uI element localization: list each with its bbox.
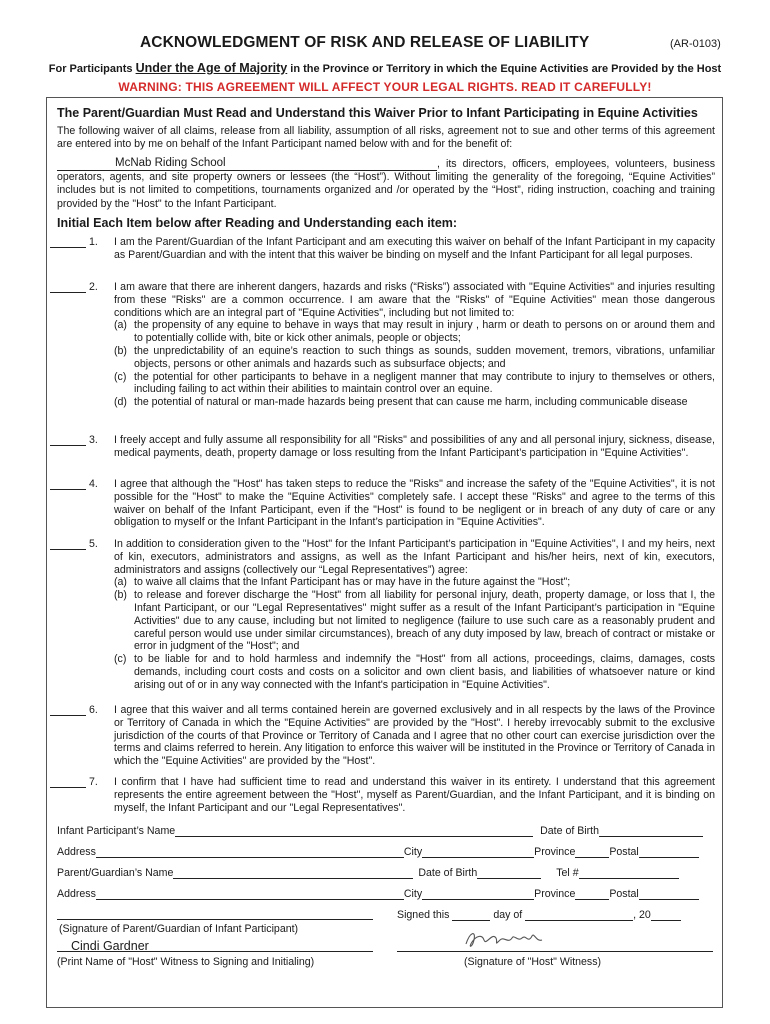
infant-name-field[interactable] [175, 825, 533, 837]
sub-letter: (b) [114, 589, 127, 602]
parent-name-row [57, 867, 679, 879]
host-name-field[interactable] [57, 158, 437, 171]
signed-day-field[interactable] [452, 909, 490, 921]
waiver-item-4 [50, 478, 715, 529]
address-label: Address [57, 846, 96, 858]
waiver-item-3 [50, 434, 715, 460]
item-number: 7. [89, 776, 98, 788]
item-text: I agree that this waiver and all terms contained herein are governed exclusively and in all respects by the laws of the Province or Territory of Canada in which the "Equine Activities" are provided by the "Host". I hereby irrevocably submit to the exclusive jurisdiction of the courts of that Province or Territory of Canada and I agree that no other court can exercise jurisdiction over the terms and claims referred to herein. Any litigation to enforce this waiver will be instituted in the Province or Territory of Canada in which the "Equine Activities" are provided by the "Host". [114, 704, 715, 768]
sub-letter: (d) [114, 396, 127, 409]
intro-paragraph-1: The following waiver of all claims, release from all liability, assumption of all risks, agreement not to sue and other terms of this agreement are entered into by me on behalf of the Infant Participant named below with and for the benefit of: [57, 125, 715, 151]
sub-text: the unpredictability of an equine’s reaction to such things as sounds, sudden movement, tremors, vibrations, unfamiliar objects, persons or other animals and hazards such as subsurface objects; and [134, 344, 715, 370]
year-prefix-label: , 20 [633, 909, 651, 921]
parent-signature-line[interactable] [57, 919, 373, 920]
subtitle-pre: For Participants [48, 63, 136, 75]
province-field[interactable] [575, 846, 609, 858]
host-name-value: McNab Riding School [115, 157, 226, 169]
province-field[interactable] [575, 888, 609, 900]
postal-field[interactable] [639, 846, 699, 858]
intro-paragraph-2-text: , its directors, officers, employees, volunteers, business operators, agents, and site property owners or lessees (the “Host”). Without limiting the generality of the foregoing, “Equine Activities” includes but is not limited to competitions, tournaments organized and /or operated by the “Host”, riding instruction, coaching and training provided by the "Host" to the Infant Participant. [57, 158, 715, 210]
warning-banner: WARNING: THIS AGREEMENT WILL AFFECT YOUR LEGAL RIGHTS. READ IT CAREFULLY! [118, 80, 652, 94]
initial-field-2[interactable] [50, 281, 86, 293]
subtitle-post: in the Province or Territory in which the Equine Activities are Provided by the Host [287, 63, 722, 75]
sub-item-b [114, 589, 715, 653]
address-field[interactable] [96, 888, 404, 900]
sub-letter: (c) [114, 653, 127, 666]
item-number: 1. [89, 236, 98, 248]
witness-name-caption: (Print Name of "Host" Witness to Signing and Initialing) [57, 956, 315, 968]
infant-dob-label: Date of Birth [540, 825, 600, 837]
waiver-item-6 [50, 704, 715, 768]
signed-date-row [397, 909, 681, 921]
address-label: Address [57, 888, 96, 900]
postal-label: Postal [609, 888, 639, 900]
province-label: Province [534, 888, 576, 900]
address-field[interactable] [96, 846, 404, 858]
sub-item-a [114, 576, 715, 589]
parent-name-label: Parent/Guardian’s Name [57, 867, 174, 879]
intro-paragraph-2 [57, 158, 715, 211]
sub-text: the propensity of any equine to behave in ways that may result in injury , harm or death to persons on or around them and to potentially collide with, bite or kick other animals, people or objects; [134, 319, 715, 345]
item-number: 2. [89, 281, 98, 293]
sub-item-b [114, 345, 715, 371]
form-code: (AR-0103) [670, 38, 721, 50]
tel-field[interactable] [579, 867, 679, 879]
city-label: City [403, 888, 423, 900]
item-text: I confirm that I have had sufficient time to read and understand this waiver in its entirety. I understand that this agreement represents the entire agreement between the "Host", myself as Parent/Guardian, and the Infant Participant, and it is binding on myself, the Infant Participant and our "Legal Representatives". [114, 776, 715, 814]
sub-letter: (b) [114, 344, 127, 357]
witness-signature-caption: (Signature of "Host" Witness) [464, 956, 602, 968]
item-number: 3. [89, 434, 98, 446]
tel-label: Tel # [556, 867, 579, 879]
waiver-item-2 [50, 281, 715, 409]
parent-name-field[interactable] [173, 867, 413, 879]
initial-field-4[interactable] [50, 478, 86, 490]
city-field[interactable] [422, 846, 534, 858]
handwritten-signature [462, 928, 552, 952]
item-number: 6. [89, 704, 98, 716]
item-text: I freely accept and fully assume all responsibility for all "Risks" and possibilities of any and all personal injury, sickness, disease, medical payments, death, property damage or loss resulting from the Infant Participant’s participation in "Equine Activities". [114, 434, 715, 459]
subtitle [0, 61, 770, 75]
document-title: ACKNOWLEDGMENT OF RISK AND RELEASE OF LIABILITY [140, 34, 590, 51]
initial-field-3[interactable] [50, 434, 86, 446]
infant-name-row [57, 825, 703, 837]
witness-signature-image [462, 928, 552, 952]
sub-item-c [114, 653, 715, 691]
sub-letter: (c) [114, 370, 127, 383]
initial-field-6[interactable] [50, 704, 86, 716]
city-field[interactable] [422, 888, 534, 900]
parent-dob-label: Date of Birth [418, 867, 478, 879]
signed-year-field[interactable] [651, 909, 681, 921]
items-heading: Initial Each Item below after Reading and Understanding each item: [57, 216, 458, 230]
item-text: I am the Parent/Guardian of the Infant Participant and am executing this waiver on behalf of the Infant Participant in my capacity as Parent/Guardian and with the intent that this waiver be binding on myself and the Infant Participant for all legal purposes. [114, 236, 715, 261]
infant-dob-field[interactable] [599, 825, 703, 837]
sub-text: the potential of natural or man-made hazards being present that can cause me harm, including communicable disease [134, 396, 688, 409]
sub-item-c [114, 371, 715, 397]
witness-signature-line[interactable] [397, 951, 713, 952]
day-of-label: day of [493, 909, 523, 921]
infant-address-row [57, 846, 699, 858]
waiver-item-5 [50, 538, 715, 692]
waiver-item-7 [50, 776, 715, 814]
signed-month-field[interactable] [525, 909, 633, 921]
sub-item-a [114, 319, 715, 345]
sub-letter: (a) [114, 576, 127, 589]
sub-text: the potential for other participants to behave in a negligent manner that may contribute to injury to themselves or others, including failing to act within their abilities to maintain control over an equine. [134, 370, 715, 396]
sub-text: to waive all claims that the Infant Participant has or may have in the future against the "Host"; [134, 576, 571, 589]
sub-letter: (a) [114, 319, 127, 332]
sub-text: to release and forever discharge the "Host" from all liability for personal injury, death, property damage, or loss that I, the Infant Participant, or our "Legal Representatives" might suffer as a result of the Infant Participant’s participation in "Equine Activities" due to any cause, including but not limited to negligence (failure to use such care as a reasonably prudent and careful person would use under similar circumstances), breach of any duty imposed by law, breach of contract or mistake or error in judgment of the "Host"; and [134, 589, 715, 653]
item-number: 5. [89, 538, 98, 550]
postal-field[interactable] [639, 888, 699, 900]
subtitle-emphasis: Under the Age of Majority [135, 61, 288, 75]
province-label: Province [534, 846, 576, 858]
item-text: I agree that although the "Host" has taken steps to reduce the "Risks" and increase the safety of the "Equine Activities", it is not possible for the "Host" to make the "Equine Activities" completely safe. I accept these "Risks" and agree to the terms of this waiver on behalf of the Infant Participant, even if the "Host" is found to be negligent or in breach of any duty of care or any obligation to myself or the Infant Participant in the Infant’s participation in "Equine Activities". [114, 478, 715, 529]
parent-signature-caption: (Signature of Parent/Guardian of Infant Participant) [59, 923, 299, 935]
infant-name-label: Infant Participant’s Name [57, 825, 176, 837]
intro-heading: The Parent/Guardian Must Read and Understand this Waiver Prior to Infant Participating in Equine Activities [57, 106, 698, 120]
witness-name-value: Cindi Gardner [71, 939, 149, 953]
initial-field-1[interactable] [50, 236, 86, 248]
sub-item-d [114, 396, 715, 409]
item-text: In addition to consideration given to the "Host" for the Infant Participant’s participation in "Equine Activities", I and my heirs, next of kin, executors, administrators and assigns, as well as the Infant Participant and his/her heirs, next of kin, executors, administrators and assigns (collectively our “Legal Representatives”) agree: [114, 538, 715, 576]
waiver-item-1 [50, 236, 715, 262]
item-text: I am aware that there are inherent dangers, hazards and risks (“Risks”) associated with "Equine Activities" and injuries resulting from these "Risks" are a common occurrence. I am aware that the "Risks" of "Equine Activities" mean those dangerous conditions which are an integral part of "Equine Activities", including but not limited to: [114, 281, 715, 319]
parent-dob-field[interactable] [477, 867, 541, 879]
postal-label: Postal [609, 846, 639, 858]
initial-field-5[interactable] [50, 538, 86, 550]
parent-address-row [57, 888, 699, 900]
signed-this-label: Signed this [397, 909, 450, 921]
item-number: 4. [89, 478, 98, 490]
city-label: City [403, 846, 423, 858]
sub-text: to be liable for and to hold harmless and indemnify the "Host" from all actions, proceedings, claims, damages, costs demands, including court costs and costs on a solicitor and own client basis, and liabilities of whatsoever nature or kind arising out of or in any way connected with the Infant's participation in "Equine Activities". [134, 653, 715, 691]
initial-field-7[interactable] [50, 776, 86, 788]
